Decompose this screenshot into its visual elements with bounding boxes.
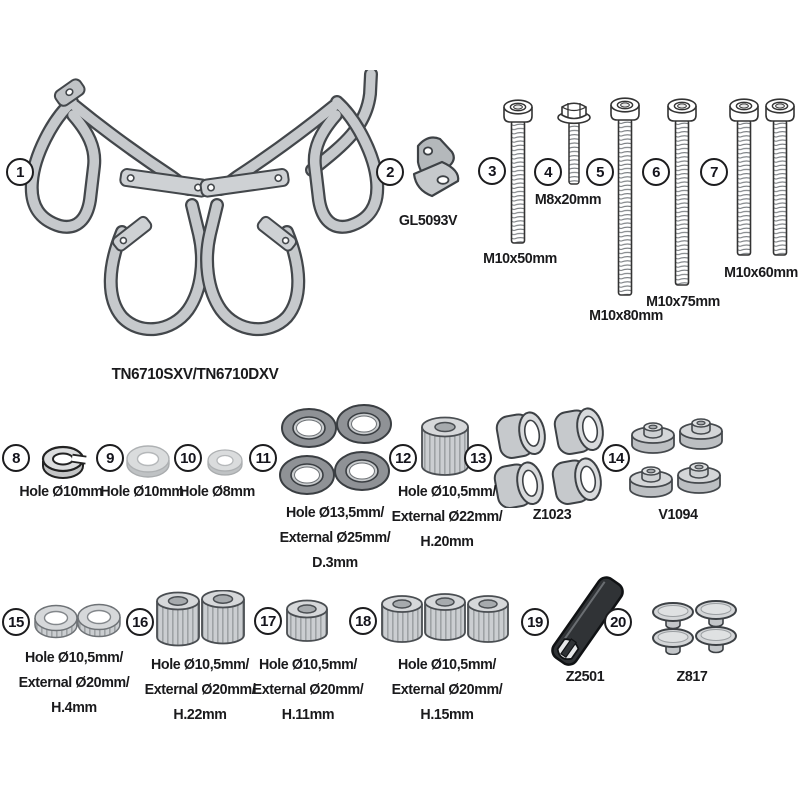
part-11-number-badge: 11	[249, 444, 277, 472]
part-14-number-badge: 14	[602, 444, 630, 472]
caps-z817-illustration	[648, 600, 743, 655]
part-10-number-badge: 10	[174, 444, 202, 472]
part-1-number-badge: 1	[6, 158, 34, 186]
spacers-h15-illustration	[380, 590, 512, 650]
bushings-z1023-illustration	[492, 400, 610, 508]
bolt-m10x50-illustration	[501, 97, 535, 249]
flat-washer-10mm-illustration	[119, 441, 177, 483]
part-11-label: Hole Ø13,5mm/ External Ø25mm/ D.3mm	[279, 504, 391, 571]
part-5-number-badge: 5	[586, 158, 614, 186]
part-16-number-badge: 16	[126, 608, 154, 636]
part-2-number-badge: 2	[376, 158, 404, 186]
frame-code-label: TN6710SXV/TN6710DXV	[111, 366, 279, 383]
part-8-number-badge: 8	[2, 444, 30, 472]
part-4-label: M8x20mm	[534, 191, 602, 208]
washers-13mm-illustration	[277, 402, 395, 500]
part-9-number-badge: 9	[96, 444, 124, 472]
part-14-label: V1094	[658, 506, 698, 523]
part-3-label: M10x50mm	[483, 250, 557, 267]
flat-washer-8mm-illustration	[201, 446, 249, 480]
part-6-label: M10x75mm	[646, 293, 720, 310]
part-12-label: Hole Ø10,5mm/ External Ø22mm/ H.20mm	[391, 483, 503, 550]
part-20-number-badge: 20	[604, 608, 632, 636]
part-17-label: Hole Ø10,5mm/ External Ø20mm/ H.11mm	[252, 656, 364, 723]
bolt-m10x60-illustration-2	[763, 96, 797, 261]
part-6-number-badge: 6	[642, 158, 670, 186]
part-10-label: Hole Ø8mm	[179, 483, 255, 500]
part-15-number-badge: 15	[2, 608, 30, 636]
bracket-gl5093v-illustration	[398, 132, 470, 210]
part-8-label: Hole Ø10mm	[19, 483, 103, 500]
spacers-h22-illustration	[155, 590, 249, 652]
part-12-number-badge: 12	[389, 444, 417, 472]
part-20-label: Z817	[676, 668, 708, 685]
part-2-label: GL5093V	[398, 212, 458, 229]
part-18-number-badge: 18	[349, 607, 377, 635]
rings-h4-illustration	[30, 600, 125, 646]
part-18-label: Hole Ø10,5mm/ External Ø20mm/ H.15mm	[391, 656, 503, 723]
bolt-m10x80-illustration	[608, 95, 642, 301]
part-3-number-badge: 3	[478, 157, 506, 185]
part-17-number-badge: 17	[254, 607, 282, 635]
split-washer-illustration	[36, 440, 90, 486]
part-19-number-badge: 19	[521, 608, 549, 636]
part-5-label: M10x80mm	[589, 307, 663, 324]
spacers-v1094-illustration	[628, 413, 728, 505]
part-7-number-badge: 7	[700, 158, 728, 186]
part-4-number-badge: 4	[534, 158, 562, 186]
bolt-m10x75-illustration	[665, 96, 699, 291]
part-9-label: Hole Ø10mm	[100, 483, 184, 500]
side-frames-illustration	[22, 70, 390, 338]
spacer-h11-illustration	[285, 598, 331, 648]
spacer-h20-illustration	[419, 415, 471, 481]
part-19-label: Z2501	[565, 668, 605, 685]
part-15-label: Hole Ø10,5mm/ External Ø20mm/ H.4mm	[18, 649, 130, 716]
part-13-number-badge: 13	[464, 444, 492, 472]
part-16-label: Hole Ø10,5mm/ External Ø20mm/ H.22mm	[144, 656, 256, 723]
part-7-label: M10x60mm	[724, 264, 798, 281]
bolt-m10x60-illustration	[727, 96, 761, 261]
part-13-label: Z1023	[532, 506, 572, 523]
